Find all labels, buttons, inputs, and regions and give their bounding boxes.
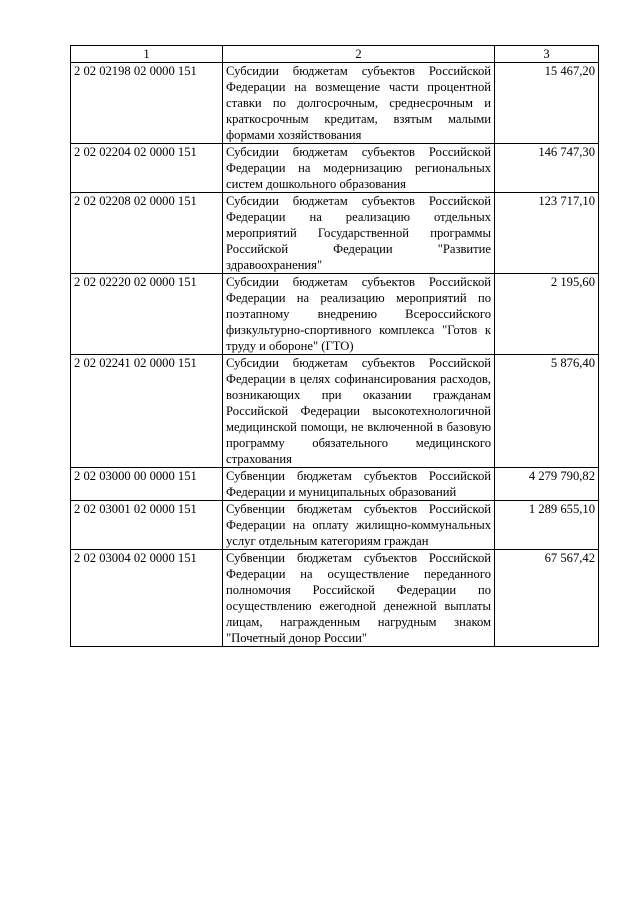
- budget-code-cell: 2 02 02208 02 0000 151: [71, 193, 223, 274]
- budget-code-cell: 2 02 03000 00 0000 151: [71, 468, 223, 501]
- budget-table: [70, 45, 599, 647]
- table-row: [71, 550, 599, 647]
- amount-cell: 15 467,20: [495, 63, 599, 144]
- amount-cell: 5 876,40: [495, 355, 599, 468]
- description-cell: Субсидии бюджетам субъектов Российской Федерации в целях софинансирования расходов, возникающих при оказании гражданам Российской Федерации высокотехнологичной медицинской помощи, не включенной в базовую программу обязательного медицинского страхования: [223, 355, 495, 468]
- amount-cell: 2 195,60: [495, 274, 599, 355]
- budget-code-cell: 2 02 02204 02 0000 151: [71, 144, 223, 193]
- document-page: [70, 45, 598, 647]
- amount-cell: 67 567,42: [495, 550, 599, 647]
- description-cell: Субвенции бюджетам субъектов Российской Федерации на оплату жилищно-коммунальных услуг отдельным категориям граждан: [223, 501, 495, 550]
- amount-cell: 146 747,30: [495, 144, 599, 193]
- table-row: [71, 144, 599, 193]
- amount-cell: 123 717,10: [495, 193, 599, 274]
- description-cell: Субвенции бюджетам субъектов Российской Федерации на осуществление переданного полномочия Российской Федерации по осуществлению ежегодной денежной выплаты лицам, награжденным нагрудным знаком "Почетный донор России": [223, 550, 495, 647]
- table-row: [71, 501, 599, 550]
- table-row: [71, 355, 599, 468]
- table-row: [71, 193, 599, 274]
- budget-code-cell: 2 02 03004 02 0000 151: [71, 550, 223, 647]
- budget-code-cell: 2 02 02220 02 0000 151: [71, 274, 223, 355]
- budget-code-cell: 2 02 02198 02 0000 151: [71, 63, 223, 144]
- table-row: [71, 63, 599, 144]
- description-cell: Субсидии бюджетам субъектов Российской Федерации на реализацию мероприятий по поэтапному внедрению Всероссийского физкультурно-спортивного комплекса "Готов к труду и обороне" (ГТО): [223, 274, 495, 355]
- column-header-code: 1: [71, 46, 223, 63]
- table-row: [71, 274, 599, 355]
- table-row: [71, 468, 599, 501]
- budget-code-cell: 2 02 02241 02 0000 151: [71, 355, 223, 468]
- description-cell: Субсидии бюджетам субъектов Российской Федерации на реализацию отдельных мероприятий Государственной программы Российской Федерации "Развитие здравоохранения": [223, 193, 495, 274]
- amount-cell: 1 289 655,10: [495, 501, 599, 550]
- column-header-description: 2: [223, 46, 495, 63]
- description-cell: Субвенции бюджетам субъектов Российской Федерации и муниципальных образований: [223, 468, 495, 501]
- table-header-row: [71, 46, 599, 63]
- column-header-amount: 3: [495, 46, 599, 63]
- budget-code-cell: 2 02 03001 02 0000 151: [71, 501, 223, 550]
- description-cell: Субсидии бюджетам субъектов Российской Федерации на возмещение части процентной ставки по долгосрочным, среднесрочным и краткосрочным кредитам, взятым малыми формами хозяйствования: [223, 63, 495, 144]
- description-cell: Субсидии бюджетам субъектов Российской Федерации на модернизацию региональных систем дошкольного образования: [223, 144, 495, 193]
- amount-cell: 4 279 790,82: [495, 468, 599, 501]
